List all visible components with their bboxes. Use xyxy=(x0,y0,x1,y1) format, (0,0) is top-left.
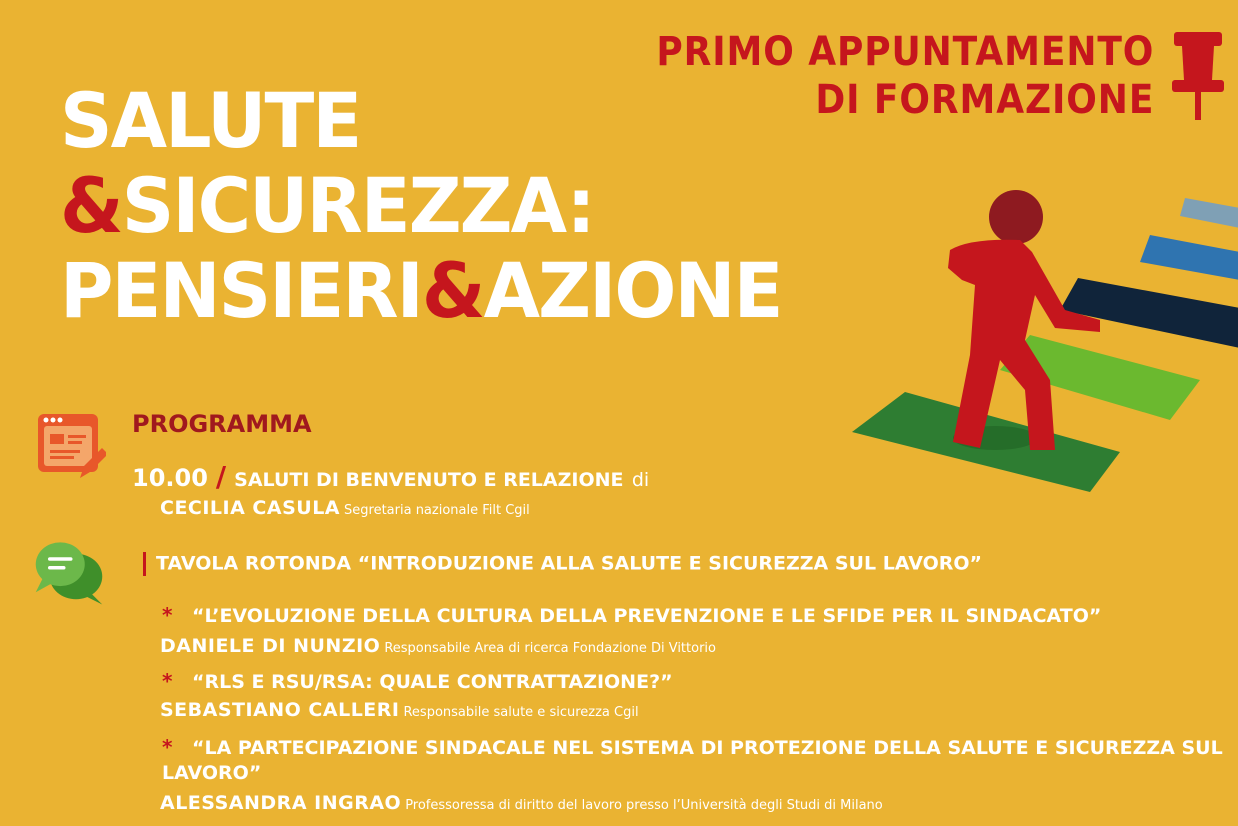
document-edit-icon xyxy=(36,412,106,482)
title-line-1: SALUTE xyxy=(60,76,361,165)
title-line-3 xyxy=(60,248,782,333)
session-slash: / xyxy=(215,460,227,493)
speaker-name: DANIELE DI NUNZIO xyxy=(160,635,381,657)
pushpin-icon xyxy=(1168,28,1228,128)
stripe-navy xyxy=(1060,278,1238,348)
stripe-grey xyxy=(1180,198,1238,228)
session-row xyxy=(132,460,649,493)
speaker-role: Professoressa di diritto del lavoro presso l’Università degli Studi di Milano xyxy=(405,798,883,813)
speaker-ingrao xyxy=(160,792,883,814)
session-title: SALUTI DI BENVENUTO E RELAZIONE xyxy=(234,469,624,491)
speaker-role: Responsabile Area di ricerca Fondazione Di Vittorio xyxy=(384,641,716,656)
speaker-name: SEBASTIANO CALLERI xyxy=(160,699,400,721)
speaker-name: ALESSANDRA INGRAO xyxy=(160,792,402,814)
bullet-star: * xyxy=(162,603,173,627)
speaker-name: CECILIA CASULA xyxy=(160,497,341,519)
talk-title-3 xyxy=(162,735,1223,759)
speaker-calleri xyxy=(160,699,639,721)
round-table-bar xyxy=(143,552,146,576)
figure-head xyxy=(989,190,1043,244)
talk-title: “L’EVOLUZIONE DELLA CULTURA DELLA PREVENZIONE E LE SFIDE PER IL SINDACATO” xyxy=(192,605,1102,627)
session-time: 10.00 xyxy=(132,464,208,492)
bullet-star: * xyxy=(162,669,173,693)
session-di: di xyxy=(631,469,650,491)
chat-bubbles-icon xyxy=(34,538,104,608)
round-table-heading xyxy=(143,552,982,576)
badge-line-1: PRIMO APPUNTAMENTO xyxy=(656,29,1154,75)
talk-title: “RLS E RSU/RSA: QUALE CONTRATTAZIONE?” xyxy=(192,671,673,693)
talk-title: “LA PARTECIPAZIONE SINDACALE NEL SISTEMA DI PROTEZIONE DELLA SALUTE E SICUREZZA SUL xyxy=(192,737,1223,759)
title-word-pensieri: PENSIERI xyxy=(60,246,422,335)
main-title xyxy=(60,78,782,333)
speaker-role: Segretaria nazionale Filt Cgil xyxy=(344,503,530,518)
talk-title-2 xyxy=(162,669,673,693)
speaker-role: Responsabile salute e sicurezza Cgil xyxy=(403,705,639,720)
title-word-sicurezza: SICUREZZA: xyxy=(121,161,594,250)
talk-title-3-continued: LAVORO” xyxy=(162,762,262,784)
speaker-di-nunzio xyxy=(160,635,716,657)
round-table-title: TAVOLA ROTONDA “INTRODUZIONE ALLA SALUTE E SICUREZZA SUL LAVORO” xyxy=(156,552,983,575)
badge-line-2: DI FORMAZIONE xyxy=(815,77,1154,123)
programma-heading: PROGRAMMA xyxy=(132,410,312,438)
figure-body xyxy=(948,240,1100,450)
stripe-blue xyxy=(1140,235,1238,280)
walking-figure-illustration xyxy=(850,180,1238,500)
speaker-casula xyxy=(160,497,530,519)
title-ampersand: & xyxy=(60,161,122,250)
talk-title-1 xyxy=(162,603,1101,627)
title-line-2 xyxy=(60,163,782,248)
title-word-azione: AZIONE xyxy=(483,246,782,335)
bullet-star: * xyxy=(162,735,173,759)
title-ampersand: & xyxy=(421,246,484,335)
